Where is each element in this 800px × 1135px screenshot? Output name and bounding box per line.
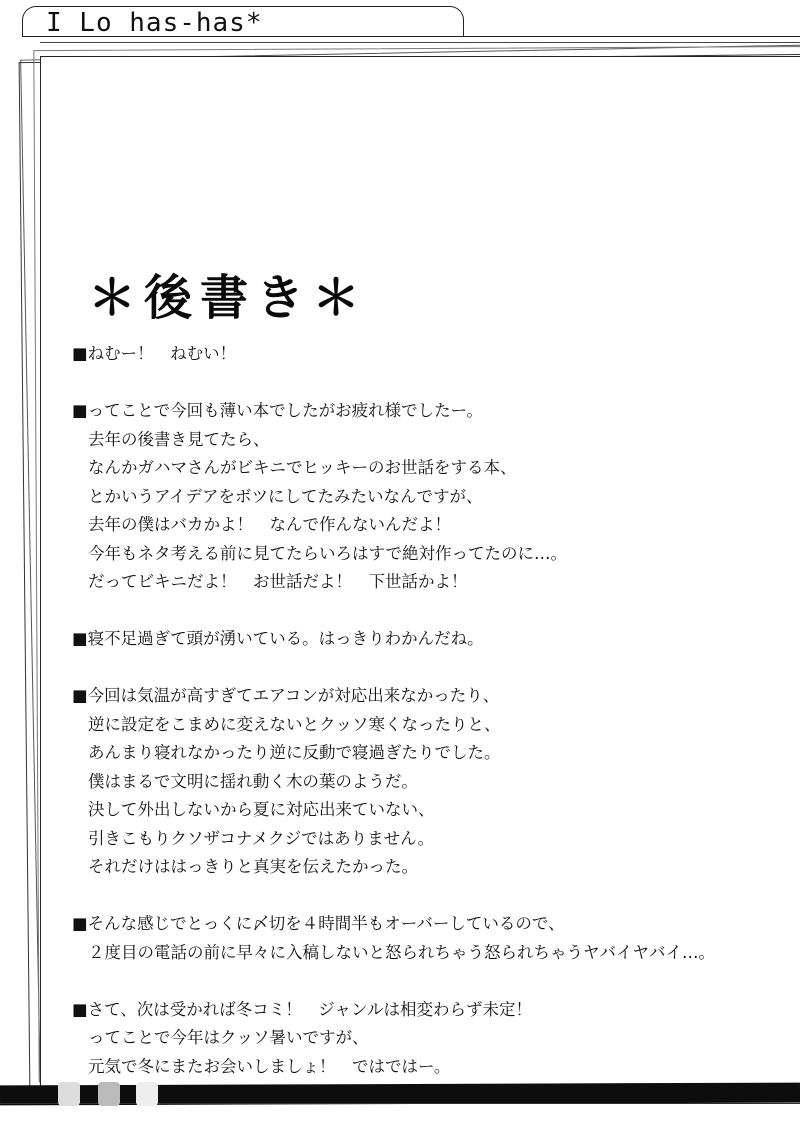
header-rule-secondary bbox=[40, 42, 800, 43]
afterword-line: 僕はまるで文明に揺れ動く木の葉のようだ。 bbox=[88, 771, 418, 791]
afterword-line: ■ねむー！ ねむい！ bbox=[72, 344, 237, 363]
afterword-paragraph bbox=[72, 625, 792, 654]
header-title: I Lo has-has* bbox=[46, 8, 263, 38]
afterword-paragraph bbox=[72, 397, 792, 597]
afterword-line: 決して外出しないから夏に対応出来ていない、 bbox=[88, 800, 435, 819]
afterword-line: ってことで今年はクッソ暑いですが、 bbox=[88, 1028, 369, 1047]
footer-decoration-icon bbox=[136, 1082, 158, 1106]
afterword-line: 引きこもりクソザコナメクジではありません。 bbox=[88, 828, 435, 848]
header-rule bbox=[22, 36, 800, 37]
footer-decoration-icon bbox=[58, 1082, 80, 1106]
afterword-line: 今年もネタ考える前に見てたらいろはすで絶対作ってたのに…。 bbox=[88, 543, 567, 563]
afterword-line: ■そんな感じでとっくに〆切を４時間半もオーバーしているので、 bbox=[72, 914, 565, 933]
afterword-paragraph bbox=[72, 996, 792, 1082]
afterword-line: ■さて、次は受かれば冬コミ！ ジャンルは相変わらず未定！ bbox=[72, 999, 533, 1019]
afterword-line: ■今回は気温が高すぎてエアコンが対応出来なかったり、 bbox=[72, 686, 500, 705]
afterword-line: 逆に設定をこまめに変えないとクッソ寒くなったりと、 bbox=[88, 714, 501, 734]
afterword-paragraph bbox=[72, 682, 792, 882]
footer-bar bbox=[0, 1083, 800, 1106]
afterword-paragraph bbox=[72, 340, 792, 369]
afterword-body bbox=[72, 340, 792, 1110]
afterword-heading: ＊後書き＊ bbox=[88, 270, 369, 326]
afterword-line: 去年の後書き見てたら、 bbox=[88, 429, 270, 449]
footer-decoration-icon bbox=[98, 1082, 120, 1106]
afterword-line: とかいうアイデアをボツにしてたみたいなんですが、 bbox=[88, 486, 483, 506]
afterword-line: ２度目の電話の前に早々に入稿しないと怒られちゃう怒られちゃうヤバイヤバイ…。 bbox=[88, 942, 715, 962]
afterword-line: ■ってことで今回も薄い本でしたがお疲れ様でしたー。 bbox=[72, 401, 483, 420]
afterword-line: 去年の僕はバカかよ！ なんで作んないんだよ！ bbox=[88, 515, 451, 534]
afterword-line: だってビキニだよ！ お世話だよ！ 下世話かよ！ bbox=[88, 572, 468, 591]
afterword-line: あんまり寝れなかったり逆に反動で寝過ぎたりでした。 bbox=[88, 743, 501, 762]
afterword-line: ■寝不足過ぎて頭が湧いている。はっきりわかんだね。 bbox=[72, 629, 484, 648]
afterword-line: それだけははっきりと真実を伝えたかった。 bbox=[88, 857, 418, 876]
afterword-paragraph bbox=[72, 910, 792, 967]
afterword-line: 元気で冬にまたお会いしましょ！ ではではー。 bbox=[88, 1056, 451, 1076]
footer-rule bbox=[0, 1103, 800, 1104]
afterword-line: なんかガハマさんがビキニでヒッキーのお世話をする本、 bbox=[88, 458, 517, 477]
